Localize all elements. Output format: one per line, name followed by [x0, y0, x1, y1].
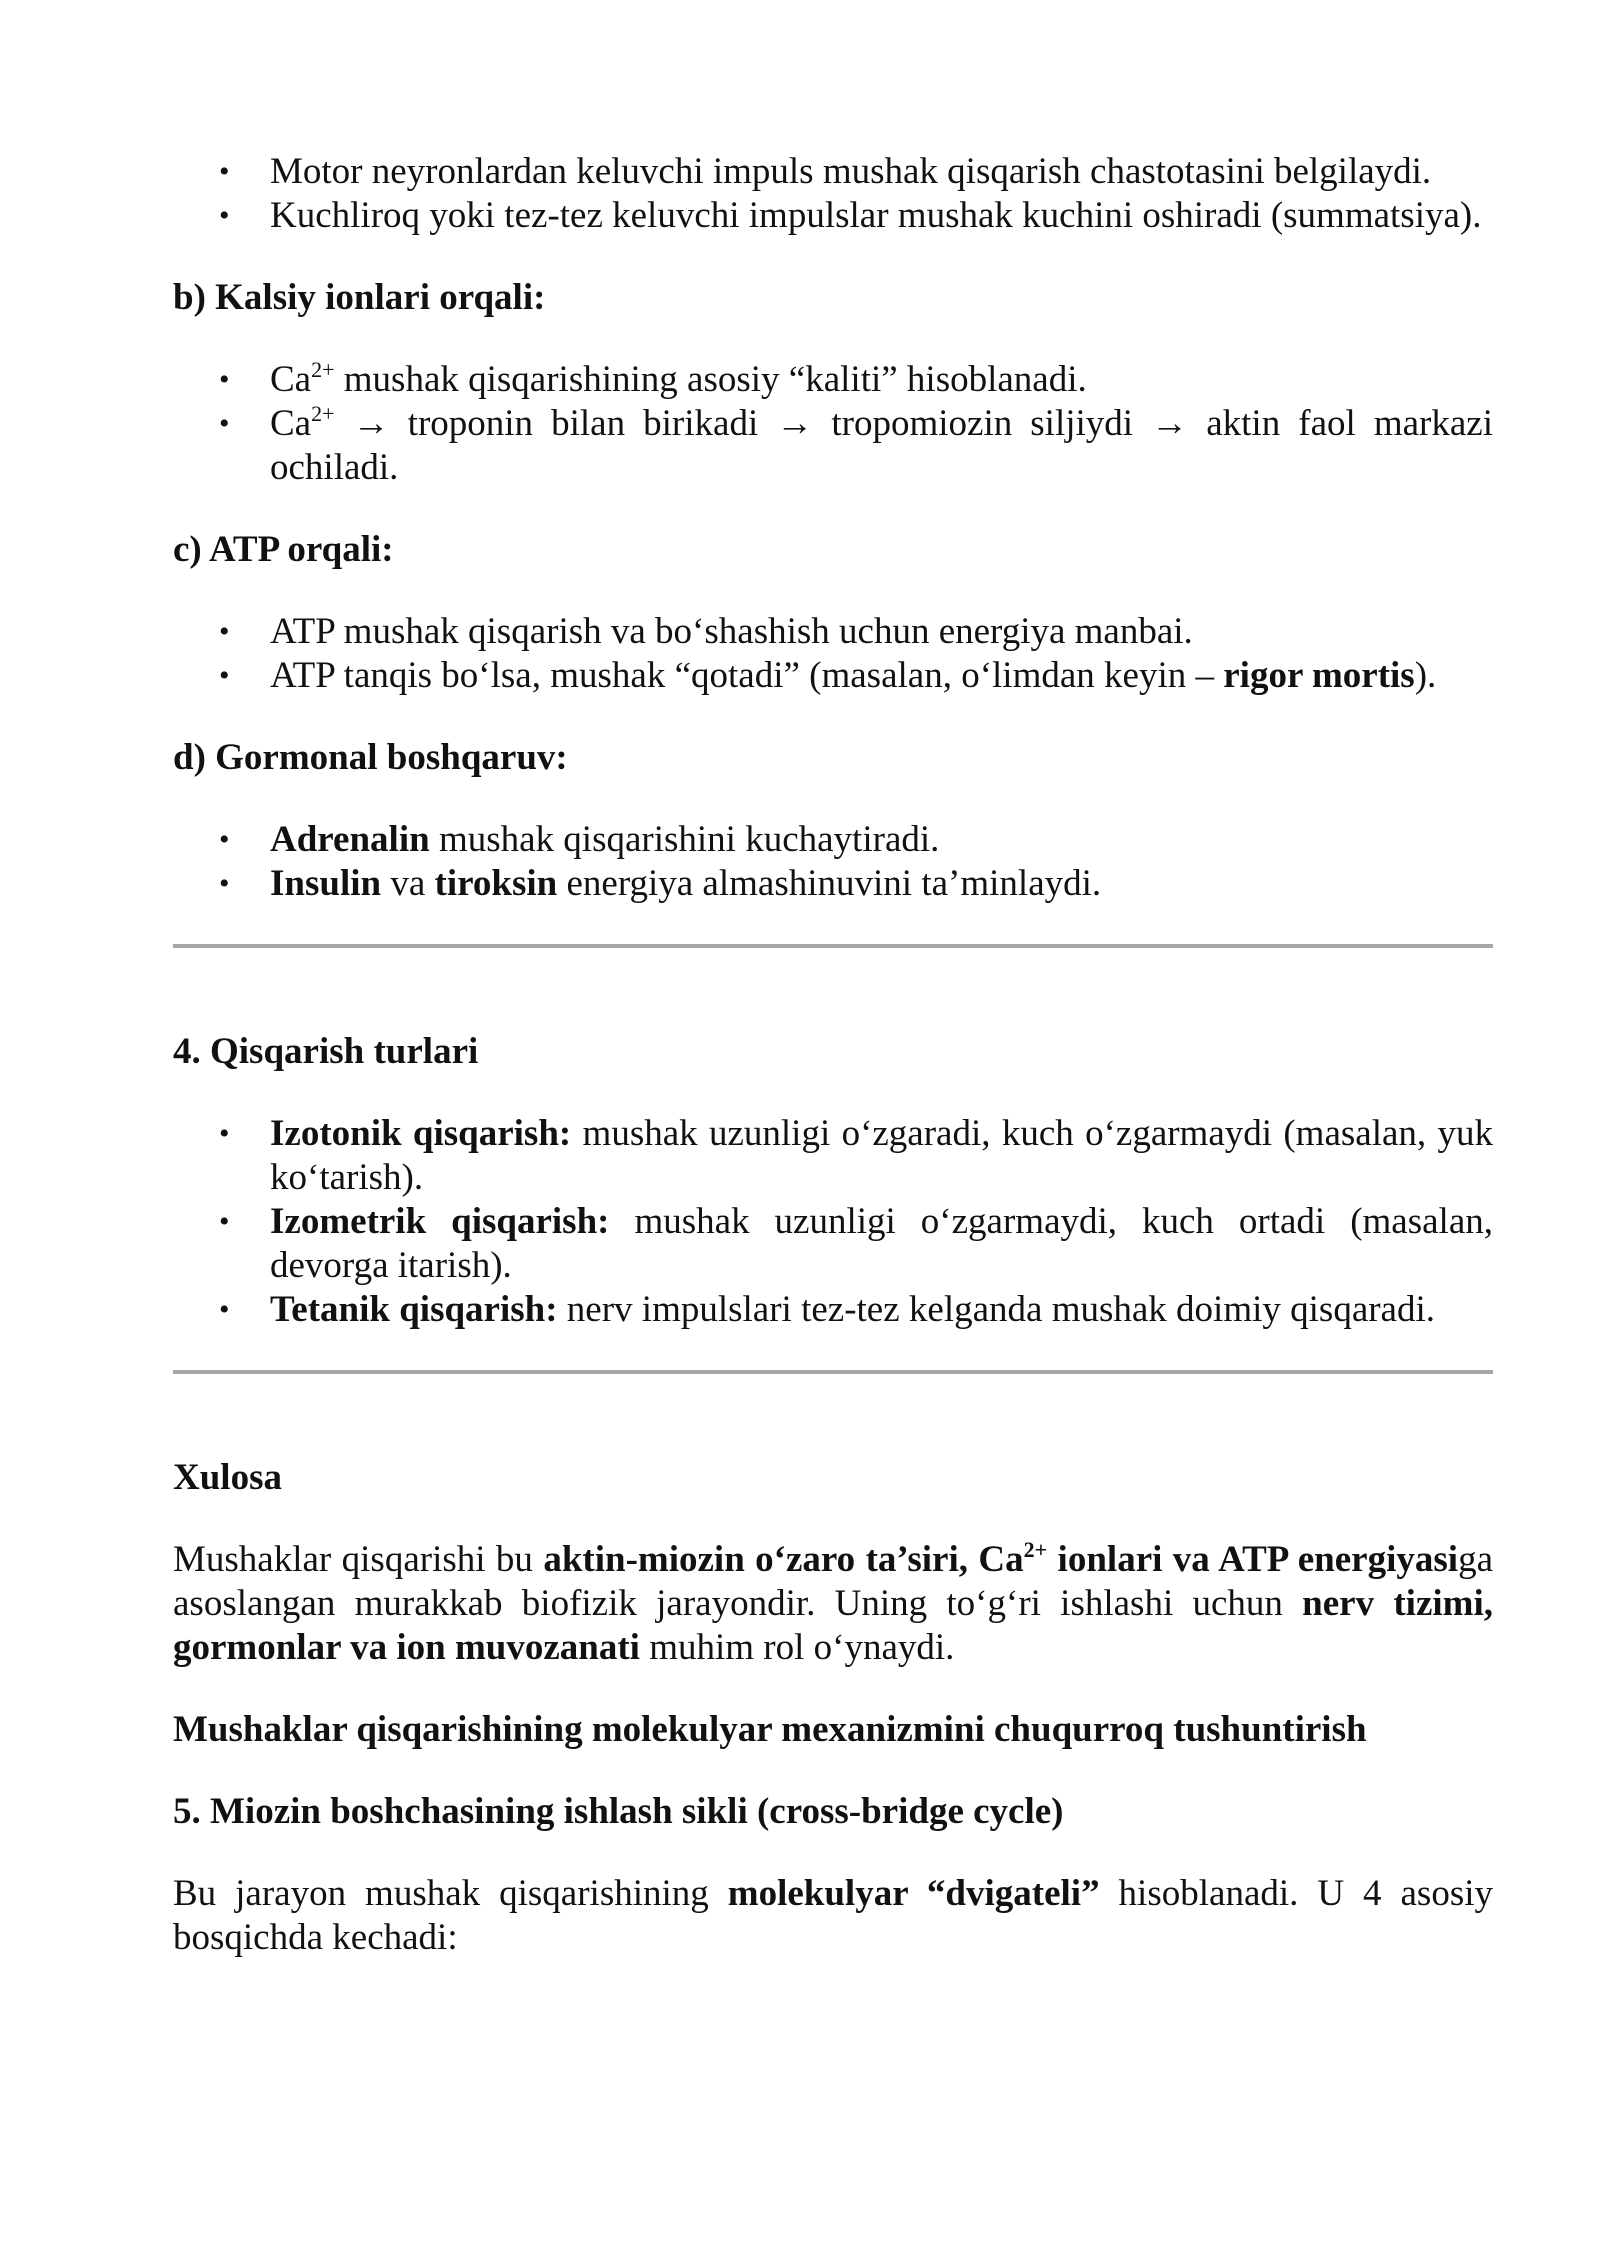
mechanism-heading: Mushaklar qisqarishining molekulyar mexanizmini chuqurroq tushuntirish: [173, 1709, 1367, 1750]
conclusion-heading: Xulosa: [173, 1457, 282, 1498]
section-4-heading: 4. Qisqarish turlari: [173, 1031, 479, 1072]
bullet-icon: •: [219, 1205, 230, 1238]
section-5-paragraph: Bu jarayon mushak qisqarishining molekulyar “dvigateli” hisoblanadi. U 4 asosiy bosqichda kechadi:: [173, 1873, 1494, 1958]
section-d-list: [173, 818, 1493, 906]
list-item: • ATP tanqis bo‘lsa, mushak “qotadi” (masalan, o‘limdan keyin – rigor mortis).: [219, 655, 1437, 696]
list-item: • Tetanik qisqarish: nerv impulslari tez-tez kelganda mushak doimiy qisqaradi.: [219, 1289, 1436, 1330]
bullet-icon: •: [219, 1293, 230, 1326]
list-item: • Adrenalin mushak qisqarishini kuchaytiradi.: [219, 819, 940, 860]
bullet-icon: •: [219, 823, 230, 856]
bullet-icon: •: [219, 1117, 230, 1150]
bullet-icon: •: [219, 659, 230, 692]
list-item: • $Ca^{2+}$ mushak qisqarishining asosiy “kaliti” hisoblanadi.: [219, 357, 1087, 400]
document-body: [173, 150, 1493, 1960]
section-4-list: [173, 1112, 1493, 1332]
conclusion-paragraph: Mushaklar qisqarishi bu aktin-miozin o‘zaro ta’siri, $Ca^{2+}$ ionlari va ATP energiyasiga asoslangan murakkab biofizik jarayondir. Uning to‘g‘ri ishlashi uchun nerv tizimi, gormonlar va ion muvozanati muhim rol o‘ynaydi.: [173, 1537, 1494, 1668]
list-item: • Izometrik qisqarish: mushak uzunligi o‘zgarmaydi, kuch ortadi (masalan, devorga itarish).: [219, 1201, 1493, 1286]
bullet-icon: •: [219, 155, 230, 188]
list-item: • Kuchliroq yoki tez-tez keluvchi impulslar mushak kuchini oshiradi (summatsiya).: [219, 195, 1482, 236]
section-d-heading: d) Gormonal boshqaruv:: [173, 737, 568, 778]
bullet-icon: •: [219, 199, 230, 232]
bullet-icon: •: [219, 615, 230, 648]
bullet-icon: •: [219, 363, 230, 396]
list-item: • $Ca^{2+}$ → troponin bilan birikadi → tropomiozin siljiydi → aktin faol markazi ochiladi.: [219, 401, 1493, 488]
list-item: • ATP mushak qisqarish va bo‘shashish uchun energiya manbai.: [219, 611, 1193, 652]
list-item: • Izotonik qisqarish: mushak uzunligi o‘zgaradi, kuch o‘zgarmaydi (masalan, yuk ko‘tarish).: [219, 1113, 1493, 1198]
section-5-heading: 5. Miozin boshchasining ishlash sikli (cross-bridge cycle): [173, 1791, 1064, 1832]
list-item: • Motor neyronlardan keluvchi impuls mushak qisqarish chastotasini belgilaydi.: [219, 151, 1432, 192]
intro-bullet-list: [173, 150, 1493, 238]
section-c-heading: c) ATP orqali:: [173, 529, 394, 570]
section-c-list: [173, 610, 1493, 698]
section-b-list: [173, 358, 1493, 490]
bullet-icon: •: [219, 407, 230, 440]
bullet-icon: •: [219, 867, 230, 900]
section-b-heading: b) Kalsiy ionlari orqali:: [173, 277, 546, 318]
list-item: • Insulin va tiroksin energiya almashinuvini ta’minlaydi.: [219, 863, 1102, 904]
